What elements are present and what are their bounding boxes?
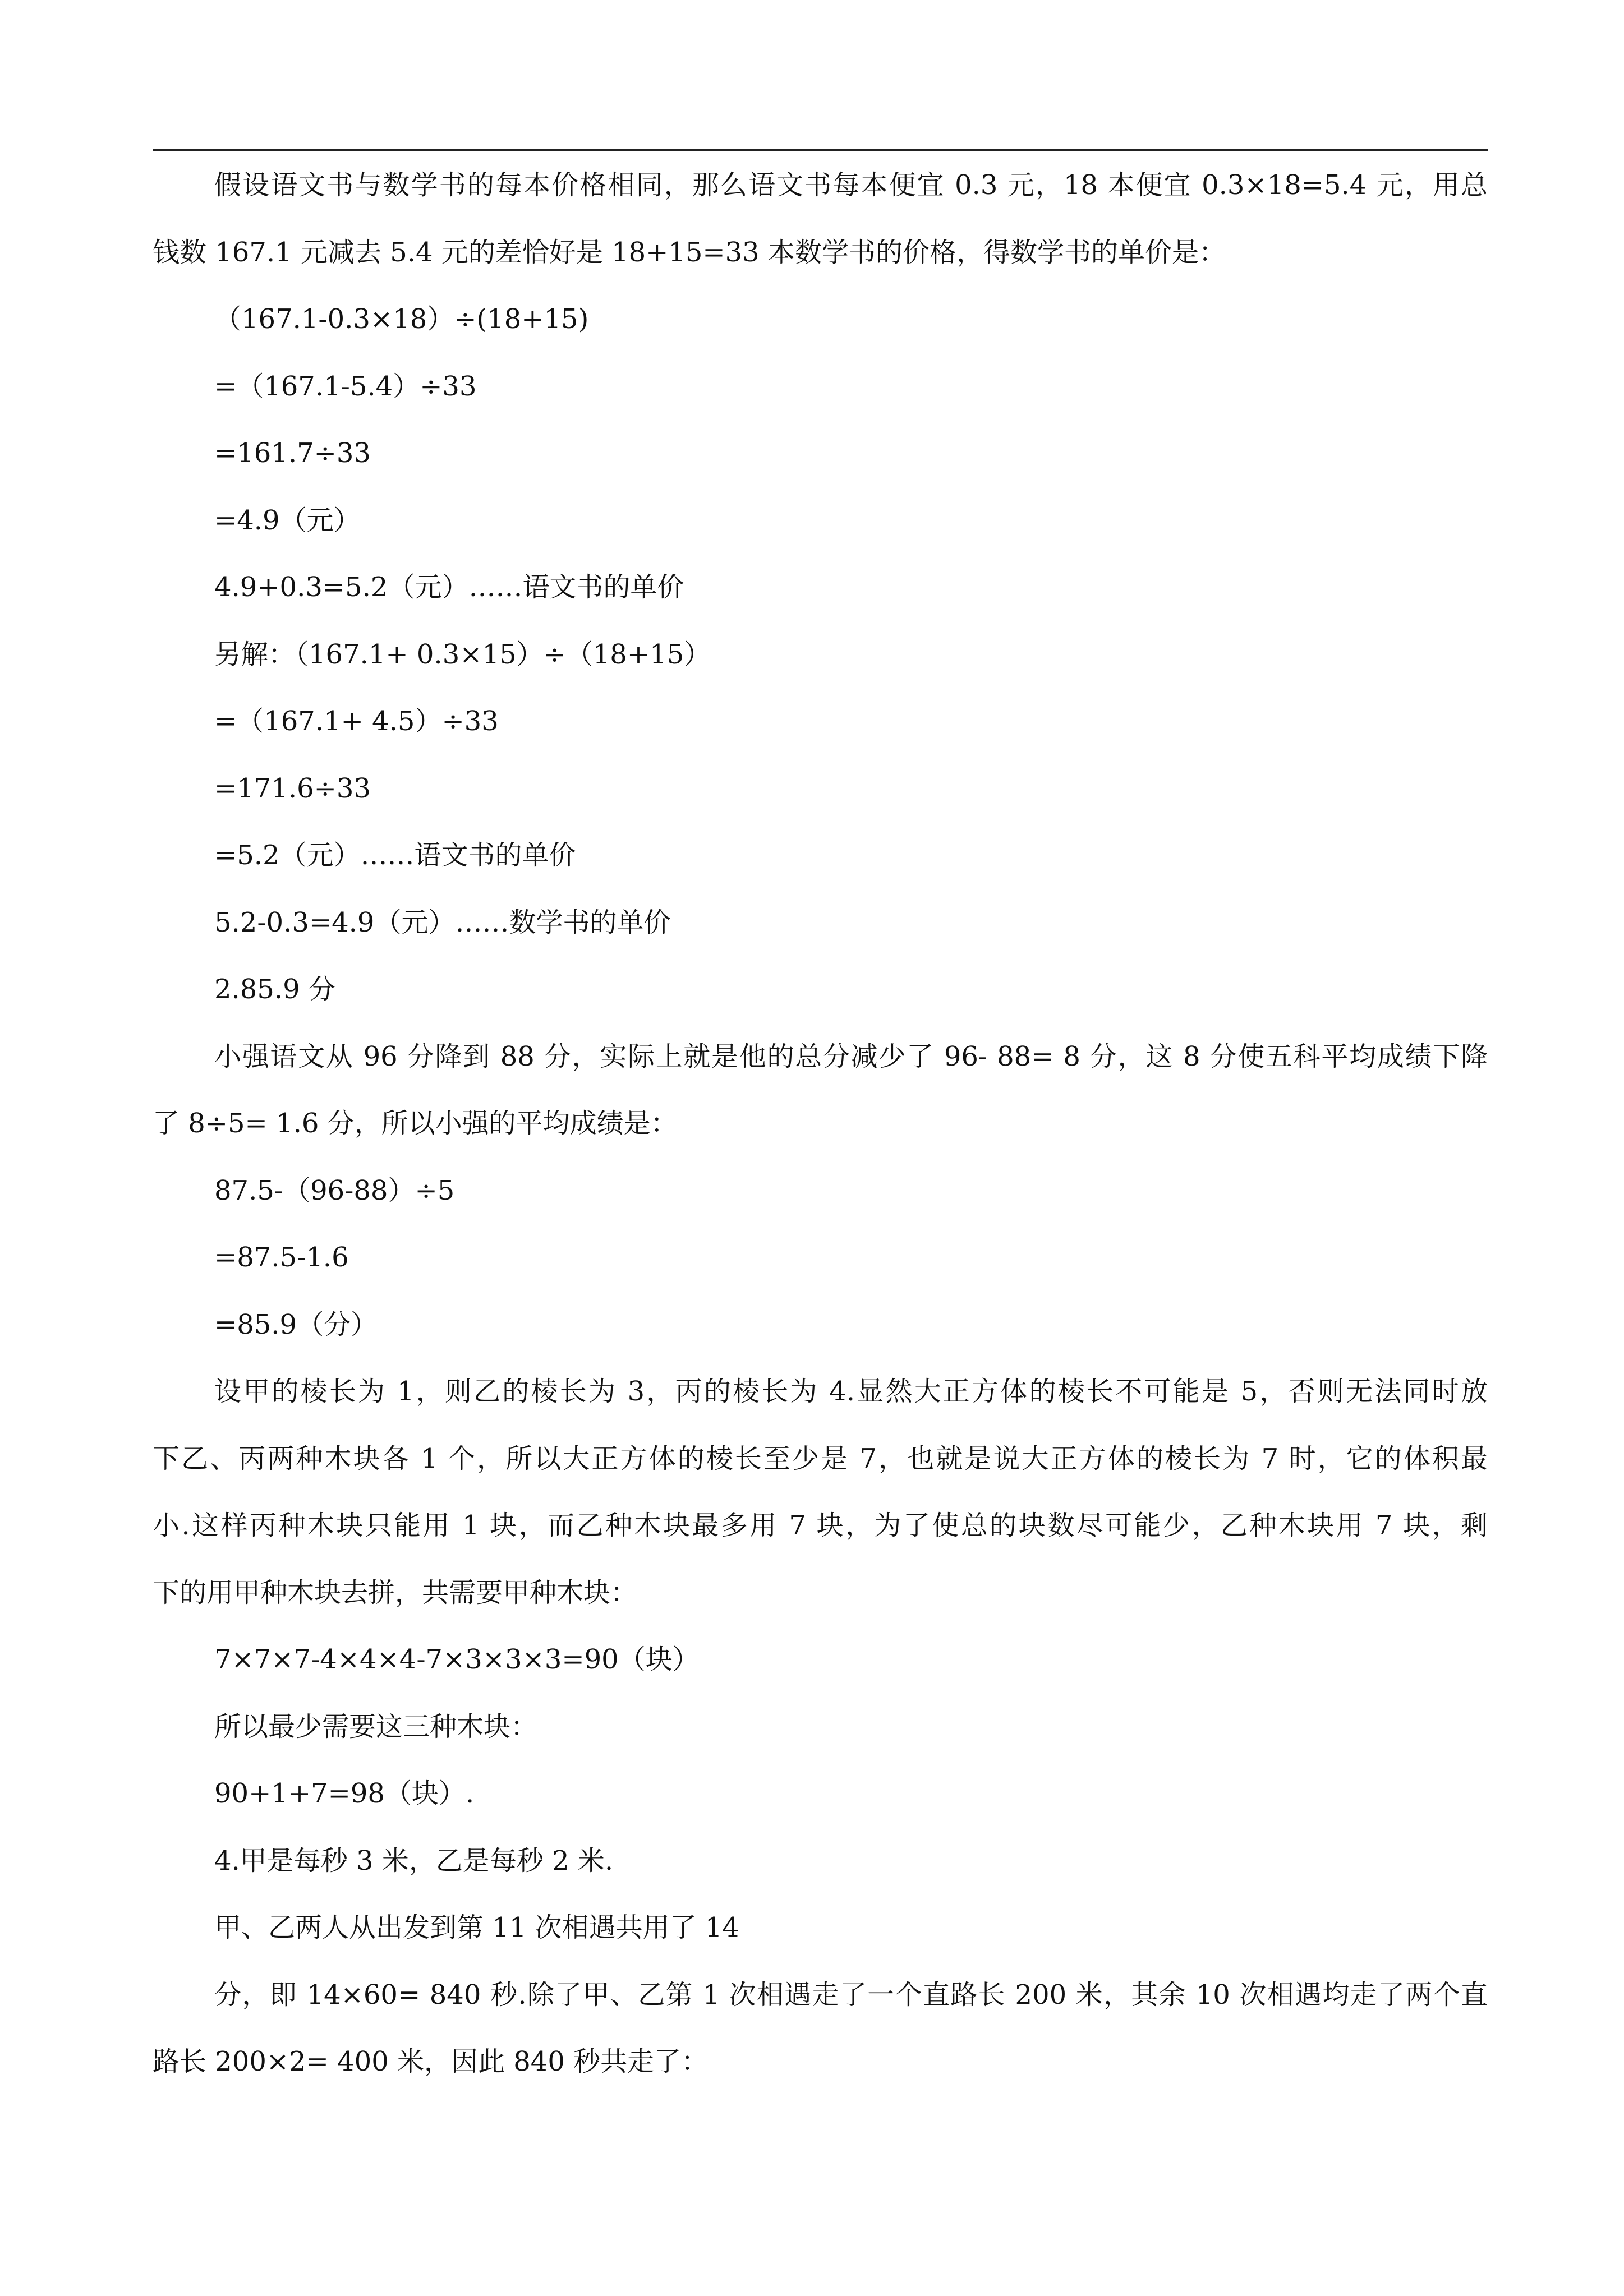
header-divider (153, 149, 1488, 151)
text-line: 87.5-（96-88）÷5 (214, 1174, 455, 1206)
text-line: 4.甲是每秒 3 米，乙是每秒 2 米. (214, 1845, 614, 1877)
text-line: =（167.1-5.4）÷33 (214, 370, 477, 402)
text-line: 路长 200×2= 400 米，因此 840 秒共走了： (153, 2046, 709, 2077)
text-line: 5.2-0.3=4.9（元）……数学书的单价 (214, 906, 671, 938)
text-line: =4.9（元） (214, 504, 361, 536)
text-line: 下乙、丙两种木块各 1 个，所以大正方体的棱长至少是 7，也就是说大正方体的棱长为 7 时，它的体积最 (153, 1442, 1488, 1474)
text-line: 假设语文书与数学书的每本价格相同，那么语文书每本便宜 0.3 元，18 本便宜 0.3×18=5.4 元，用总 (214, 169, 1488, 201)
text-line: 下的用甲种木块去拼，共需要甲种木块： (153, 1576, 638, 1608)
text-line: =85.9（分） (214, 1308, 378, 1340)
text-line: 7×7×7-4×4×4-7×3×3×3=90（块） (214, 1644, 700, 1675)
document-body (153, 168, 1488, 2112)
text-line: =（167.1+ 4.5）÷33 (214, 706, 499, 737)
text-line: 甲、乙两人从出发到第 11 次相遇共用了 14 (214, 1912, 739, 1943)
text-line: 了 8÷5= 1.6 分，所以小强的平均成绩是： (153, 1108, 678, 1139)
text-line: （167.1-0.3×18）÷(18+15) (214, 303, 589, 335)
text-line: =87.5-1.6 (214, 1242, 349, 1273)
text-line: =171.6÷33 (214, 772, 371, 804)
text-line: 另解：（167.1+ 0.3×15）÷（18+15） (214, 638, 711, 670)
text-line: 小.这样丙种木块只能用 1 块，而乙种木块最多用 7 块，为了使总的块数尽可能少，乙种木块用 7 块，剩 (153, 1510, 1488, 1541)
text-line: =5.2（元）……语文书的单价 (214, 840, 576, 871)
text-line: 钱数 167.1 元减去 5.4 元的差恰好是 18+15=33 本数学书的价格，得数学书的单价是： (153, 236, 1226, 268)
text-line: 所以最少需要这三种木块： (214, 1711, 538, 1742)
text-line: 分，即 14×60= 840 秒.除了甲、乙第 1 次相遇走了一个直路长 200 米，其余 10 次相遇均走了两个直 (214, 1979, 1488, 2011)
text-line: =161.7÷33 (214, 437, 371, 469)
text-line: 小强语文从 96 分降到 88 分，实际上就是他的总分减少了 96- 88= 8 分，这 8 分使五科平均成绩下降 (214, 1040, 1488, 1072)
text-line: 90+1+7=98（块）. (214, 1778, 475, 1809)
text-line: 2.85.9 分 (214, 974, 335, 1005)
text-line: 设甲的棱长为 1，则乙的棱长为 3，丙的棱长为 4.显然大正方体的棱长不可能是 5，否则无法同时放 (214, 1376, 1488, 1407)
text-line: 4.9+0.3=5.2（元）……语文书的单价 (214, 571, 684, 603)
